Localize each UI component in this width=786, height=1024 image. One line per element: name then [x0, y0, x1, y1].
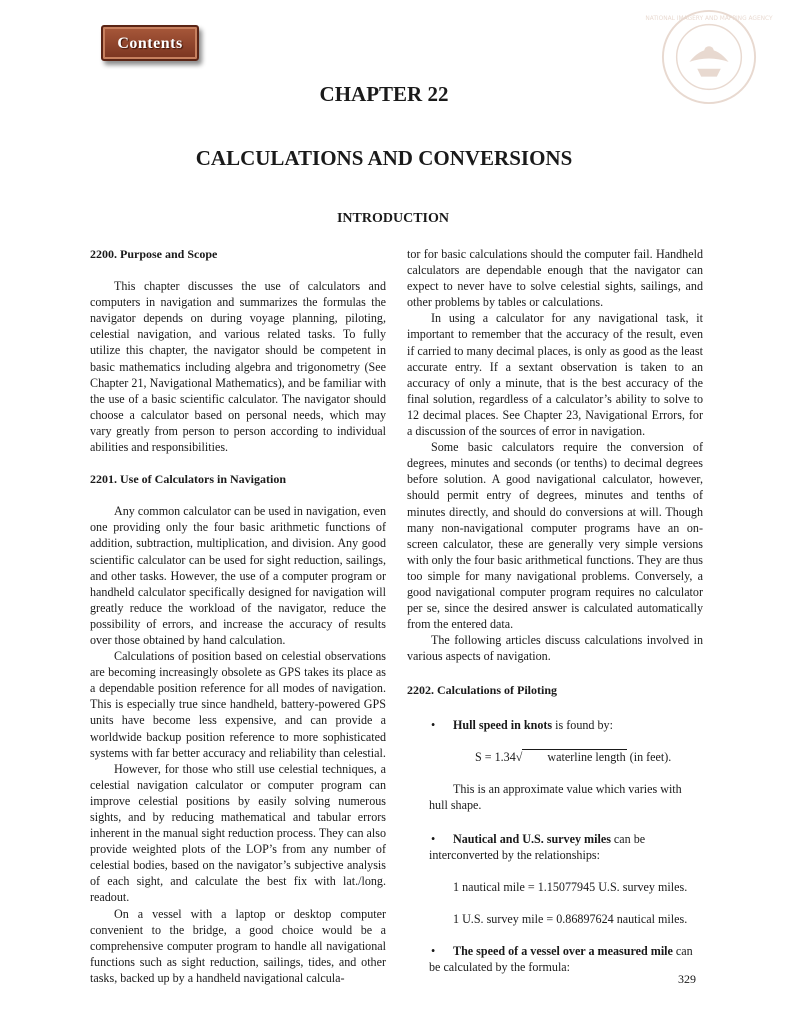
- paragraph-conversion: Some basic calculators require the conversion of degrees, minutes and seconds (or tenths) to decimal degrees before solution. A good navigational calculator, however, should permit entry of degrees, minutes and tenths of minutes directly, and should do conversions at will. Though many non-navigational computer programs have an on-screen calculator, these are generally very simple versions with only the four basic arithmetical functions. They are thus too simple for many navigational problems. Conversely, a good navigational computer program requires no calculator per se, since the desired answer is calculated automatically from the entered data.: [407, 440, 703, 632]
- hull-speed-formula: [407, 749, 703, 765]
- paragraph-2201-d: On a vessel with a laptop or desktop computer convenient to the bridge, a good choice would be a comprehensive computer program to handle all navigational functions such as sight reduction, sailings, tides, and other tasks, backed up by a handheld navigational calcula-: [90, 906, 386, 985]
- chapter-heading: CHAPTER 22: [319, 82, 449, 106]
- section-heading: INTRODUCTION: [336, 211, 449, 226]
- formula-unit: (in feet).: [626, 749, 672, 764]
- nautical-to-survey-eq: 1 nautical mile = 1.15077945 U.S. survey miles.: [453, 880, 688, 895]
- measured-mile-text: can be calculated by the formula:: [429, 944, 693, 975]
- page-number: 329: [678, 972, 696, 986]
- measured-mile-term: The speed of a vessel over a measured mile: [453, 944, 673, 959]
- bullet-icon: •: [431, 831, 436, 846]
- heading-2202: 2202. Calculations of Piloting: [407, 683, 558, 698]
- hull-speed-text: is found by:: [552, 717, 613, 732]
- paragraph-2201-c: However, for those who still use celestial techniques, a celestial navigation calculator or computer program can improve celestial positions by easily solving numerous sights, and by reducing mathematical and tabular errors inherent in the manual sight reduction process. They can also provide weighted plots of the LOP’s from any number of celestial bodies, based on the navigator’s subjective analysis of each sight, and calculate the best fix with lat./long. readout.: [90, 761, 386, 905]
- paragraph-2201-a: Any common calculator can be used in navigation, even one providing only the four basic arithmetic functions of addition, subtraction, multiplication, and division. Any good scientific calculator can be used for sight reduction, sailings, and other tasks. However, the use of a computer program or handheld calculator specifically designed for navigation will greatly reduce the workload of the navigator, reduce the possibility of errors, and increase the accuracy of results over those obtained by hand calculation.: [90, 504, 386, 647]
- paragraph-2200: This chapter discusses the use of calculators and computers in navigation and summarizes the formulas the navigator depends on during voyage planning, piloting, celestial navigation, and various related tasks. To fully utilize this chapter, the navigator should be competent in basic mathematics including algebra and trigonometry (See Chapter 21, Navigational Mathematics), and be familiar with the use of a basic scientific calculator. The navigator should choose a calculator based on personal needs, which may vary greatly from person to person according to individual abilities and responsibilities.: [90, 279, 386, 455]
- survey-to-nautical-eq: 1 U.S. survey mile = 0.86897624 nautical miles.: [453, 912, 688, 927]
- hull-speed-note: This is an approximate value which varies with hull shape.: [429, 781, 682, 812]
- sqrt-icon: √: [515, 749, 523, 764]
- miles-term: Nautical and U.S. survey miles: [453, 831, 611, 846]
- paragraph-continued: tor for basic calculations should the computer fail. Handheld calculators are dependable enough that the navigator can expect to never have to solve celestial sights, sailings, and other problems by tables or calculations.: [407, 247, 703, 310]
- heading-2201: 2201. Use of Calculators in Navigation: [90, 472, 286, 487]
- list-item-measured-mile: [407, 943, 703, 975]
- paragraph-accuracy: In using a calculator for any navigational task, it important to remember that the accuracy of the result, even if carried to many decimal places, is only as good as the least accurate entry. If a sextant observation is taken to an accuracy of only a minute, that is the best accuracy of the final solution, regardless of a calculator’s ability to solve to 12 decimal places. See Chapter 23, Navigational Errors, for a discussion of the sources of error in navigation.: [407, 311, 703, 439]
- list-item-hull-speed: [407, 717, 703, 733]
- bullet-icon: •: [431, 944, 436, 959]
- bullet-icon: •: [431, 717, 436, 732]
- left-column: [90, 246, 386, 986]
- heading-2200: 2200. Purpose and Scope: [90, 247, 218, 261]
- hull-speed-term: Hull speed in knots: [453, 717, 553, 732]
- paragraph-2201-b: Calculations of position based on celestial observations are becoming increasingly obsolete as GPS takes its place as a dependable position reference for all modes of navigation. This is especially true since handheld, battery-powered GPS units have become less expensive, and can provide a worldwide backup position reference to more sophisticated systems with far better accuracy and reliability than celestial.: [90, 649, 386, 760]
- list-item-miles: [407, 831, 703, 863]
- paragraph-following: The following articles discuss calculations involved in various aspects of navigation.: [407, 633, 703, 664]
- formula-lhs: S = 1.34: [475, 749, 516, 764]
- svg-text:NATIONAL IMAGERY AND MAPPING A: NATIONAL IMAGERY AND MAPPING AGENCY: [645, 15, 773, 22]
- miles-text: can be interconverted by the relationships:: [429, 831, 646, 862]
- right-column: [407, 246, 703, 975]
- contents-button[interactable]: Contents: [101, 25, 199, 61]
- formula-radicand: waterline length: [522, 749, 626, 764]
- chapter-title: CALCULATIONS AND CONVERSIONS: [195, 146, 573, 170]
